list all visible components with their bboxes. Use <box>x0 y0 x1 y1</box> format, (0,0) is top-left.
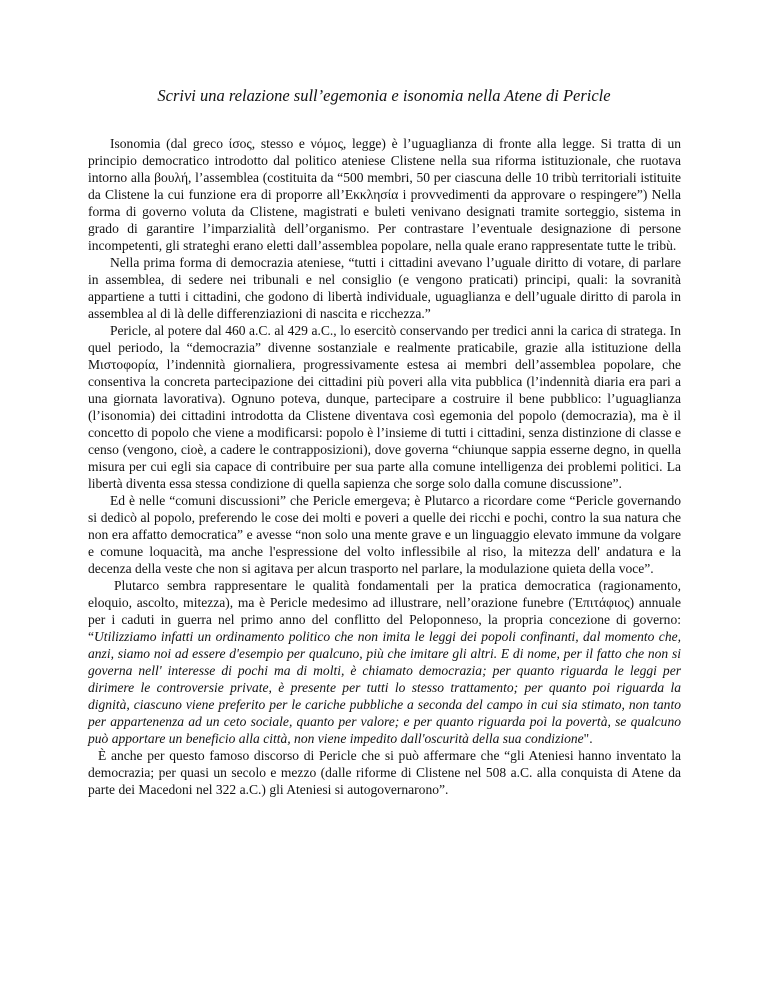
document-title: Scrivi una relazione sull’egemonia e isonomia nella Atene di Pericle <box>157 86 611 105</box>
paragraph-isonomia: Isonomia (dal greco ίσος, stesso e νόμος, legge) è l’uguaglianza di fronte alla legge. Si tratta di un principio democratico introdotto dal politico ateniese Clistene nella sua riforma istituzionale, che ruotava intorno alla βουλή, l’assemblea (costituita da “500 membri, 50 per ciascuna delle 10 tribù territoriali istituite da Clistene la cui funzione era di proporre all’Εκκλησία i provvedimenti da approvare o respingere”) Nella forma di governo voluta da Clistene, magistrati e buleti venivano designati tramite sorteggio, sistema in grado di garantire l’imparzialità dell’organismo. Per contrastare l’eventuale designazione di persone incompetenti, gli strateghi erano eletti dall’assemblea popolare, nella quale erano rappresentate tutte le tribù. <box>88 136 681 253</box>
orazione-outro: ". <box>583 731 593 746</box>
orazione-quote: Utilizziamo infatti un ordinamento politico che non imita le leggi dei popoli confinanti, dal momento che, anzi, siamo noi ad essere d'esempio per qualcuno, più che imitare gli altri. E di nome, per il fatto che non si governa nell' interesse di pochi ma di molti, è chiamato democrazia; per quanto riguarda le leggi per dirimere le controversie private, è presente per tutti lo stesso trattamento; per quanto poi riguarda la dignità, ciascuno viene preferito per le cariche pubbliche a seconda del campo in cui sia stimato, non tanto per appartenenza ad un ceto sociale, quanto per valore; e per quanto riguarda poi la povertà, se qualcuno può apportare un beneficio alla città, non viene impedito dall'oscurità della sua condizione <box>88 629 681 746</box>
paragraph-conclusione: È anche per questo famoso discorso di Pericle che si può affermare che “gli Ateniesi hanno inventato la democrazia; per quasi un secolo e mezzo (dalle riforme di Clistene nel 508 a.C. alla conquista di Atene da parte dei Macedoni nel 322 a.C.) gli Ateniesi si autogovernarono”. <box>88 748 681 797</box>
paragraph-plutarco: Ed è nelle “comuni discussioni” che Pericle emergeva; è Plutarco a ricordare come “Pericle governando si dedicò al popolo, preferendo le cose dei molti e poveri a quelle dei ricchi e pochi, contro la sua natura che non era affatto democratica” e avesse “non solo una mente grave e un linguaggio elevato immune da volgare e comune loquacità, ma anche l'espressione del volto inflessibile al riso, la mitezza dell' andatura e la decenza della veste che non si agitava per alcun trasporto nel parlare, la modulazione quieta della voce”. <box>88 493 681 576</box>
paragraph-pericle-potere: Pericle, al potere dal 460 a.C. al 429 a.C., lo esercitò conservando per tredici anni la carica di stratega. In quel periodo, la “democrazia” divenne sostanziale e realmente praticabile, grazie alla istituzione della Μιστοφορία, l’indennità giornaliera, progressivamente estesa ai membri dell’assemblea popolare, che consentiva la concreta partecipazione dei cittadini più poveri alla vita pubblica (l’indennità diaria era pari a una giornata lavorativa). Ognuno poteva, dunque, partecipare a costruire il bene pubblico: l’uguaglianza (l’isonomia) dei cittadini introdotta da Clistene diventava così egemonia del popolo (democrazia), ma è il concetto di popolo che viene a modificarsi: popolo è l’insieme di tutti i cittadini, senza distinzione di classe e censo (vengono, cioè, a cadere le contrapposizioni), dove governa “chiunque sappia esserne degno, in quella misura per cui egli sia capace di contribuire per sua parte alla comune intelligenza dei problemi politici. La libertà diventa essa stessa condizione di quella sapienza che sorge solo dalla comune discussione”. <box>88 323 681 491</box>
paragraph-prima-democrazia: Nella prima forma di democrazia ateniese, “tutti i cittadini avevano l’uguale diritto di votare, di parlare in assemblea, di sedere nei tribunali e nel consiglio (e vengono praticati) principi, quali: la sovranità appartiene a tutti i cittadini, che godono di libertà individuale, uguaglianza e dell’uguale diritto di parola in assemblea al di là delle differenziazioni di nascita e ricchezza.” <box>88 255 681 321</box>
document-body <box>88 135 681 798</box>
orazione-intro: Plutarco sembra rappresentare le qualità fondamentali per la pratica democratica (ragionamento, eloquio, ascolto, mitezza), ma è Pericle medesimo ad illustrare, nell’orazione funebre (Ἐπιτάφιος) annuale per i caduti in guerra nel primo anno del conflitto del Peloponneso, la propria concezione di governo: “ <box>88 578 681 644</box>
paragraph-orazione-funebre <box>88 577 681 747</box>
